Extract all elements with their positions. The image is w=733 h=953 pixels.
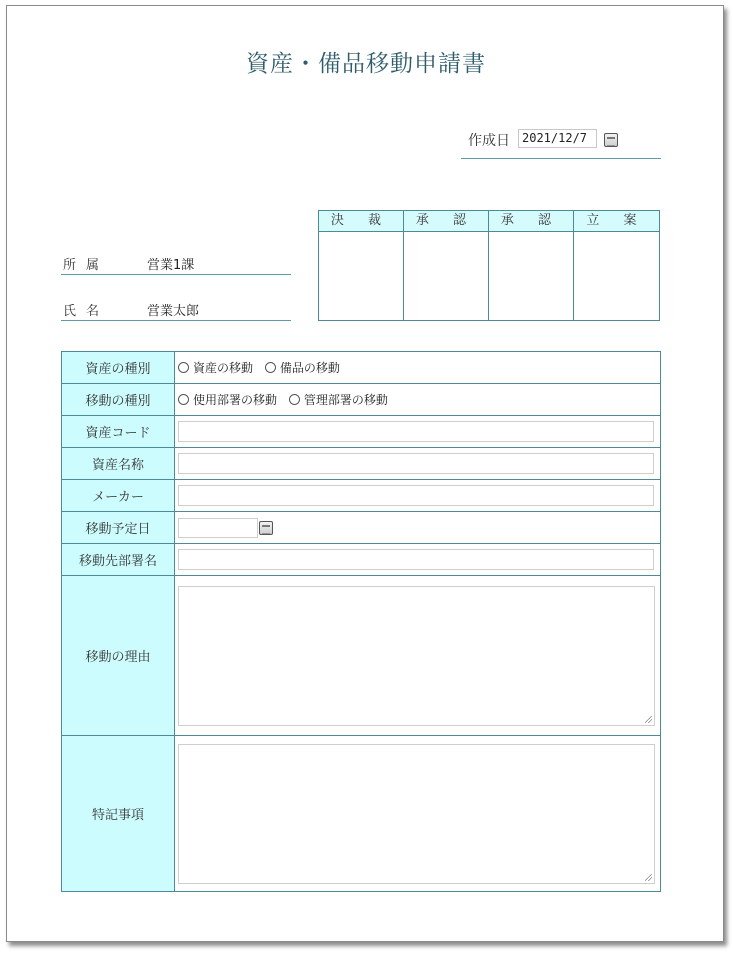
form-row-asset-name xyxy=(62,448,661,480)
move-date-input[interactable] xyxy=(178,518,258,538)
move-type-label: 移動の種別 xyxy=(62,384,175,416)
reason-textarea[interactable] xyxy=(178,586,655,726)
approval-header-final: 決 裁 xyxy=(319,211,404,232)
form-row-move-type xyxy=(62,384,661,416)
move-type-options xyxy=(175,384,661,416)
approval-header-approve-2: 承 認 xyxy=(489,211,574,232)
approval-stamp-approve-1 xyxy=(404,232,489,320)
radio-asset-move[interactable] xyxy=(178,359,253,376)
notes-label: 特記事項 xyxy=(62,736,175,892)
form-row-asset-code xyxy=(62,416,661,448)
destination-input[interactable] xyxy=(178,549,654,570)
form-row-reason xyxy=(62,576,661,736)
reason-label: 移動の理由 xyxy=(62,576,175,736)
radio-circle-icon[interactable] xyxy=(178,362,189,373)
radio-circle-icon[interactable] xyxy=(265,362,276,373)
maker-label: メーカー xyxy=(62,480,175,512)
created-date-row xyxy=(461,127,661,159)
asset-name-label: 資産名称 xyxy=(62,448,175,480)
form-row-asset-type xyxy=(62,352,661,384)
form-title: 資産・備品移動申請書 xyxy=(246,51,486,77)
department-label: 所属 xyxy=(63,258,110,273)
form-row-maker xyxy=(62,480,661,512)
form-row-destination xyxy=(62,544,661,576)
maker-input[interactable] xyxy=(178,485,654,506)
radio-user-dept-move-label: 使用部署の移動 xyxy=(193,393,278,407)
calendar-icon[interactable] xyxy=(604,133,618,147)
request-form-table xyxy=(61,351,661,892)
approval-stamp-draft xyxy=(574,232,659,320)
form-row-move-date xyxy=(62,512,661,544)
name-label: 氏名 xyxy=(63,304,110,319)
approval-stamp-final xyxy=(319,232,404,320)
radio-admin-dept-move-label: 管理部署の移動 xyxy=(303,393,388,407)
resize-grip-icon[interactable] xyxy=(645,874,652,881)
asset-code-label: 資産コード xyxy=(62,416,175,448)
radio-asset-move-label: 資産の移動 xyxy=(193,361,254,375)
approval-stamp-approve-2 xyxy=(489,232,574,320)
radio-equipment-move-label: 備品の移動 xyxy=(279,361,340,375)
notes-textarea[interactable] xyxy=(178,744,655,884)
approval-header-draft: 立 案 xyxy=(574,211,659,232)
destination-label: 移動先部署名 xyxy=(62,544,175,576)
approval-header-approve-1: 承 認 xyxy=(404,211,489,232)
radio-user-dept-move[interactable] xyxy=(178,391,277,408)
name-row xyxy=(61,299,291,321)
asset-type-label: 資産の種別 xyxy=(62,352,175,384)
radio-admin-dept-move[interactable] xyxy=(289,391,388,408)
form-row-notes xyxy=(62,736,661,892)
radio-circle-icon[interactable] xyxy=(178,394,189,405)
radio-equipment-move[interactable] xyxy=(265,359,340,376)
asset-type-options xyxy=(175,352,661,384)
move-date-label: 移動予定日 xyxy=(62,512,175,544)
asset-name-input[interactable] xyxy=(178,453,654,474)
department-row xyxy=(61,253,291,275)
approval-stamp-table xyxy=(318,210,660,321)
name-value: 営業太郎 xyxy=(147,304,200,319)
created-date-input[interactable]: 2021/12/7 xyxy=(518,129,597,148)
department-value: 営業1課 xyxy=(147,258,195,273)
radio-circle-icon[interactable] xyxy=(289,394,300,405)
calendar-icon[interactable] xyxy=(259,521,273,535)
resize-grip-icon[interactable] xyxy=(645,716,652,723)
created-date-label: 作成日 xyxy=(468,133,510,149)
asset-code-input[interactable] xyxy=(178,421,654,442)
document-sheet xyxy=(6,5,724,942)
